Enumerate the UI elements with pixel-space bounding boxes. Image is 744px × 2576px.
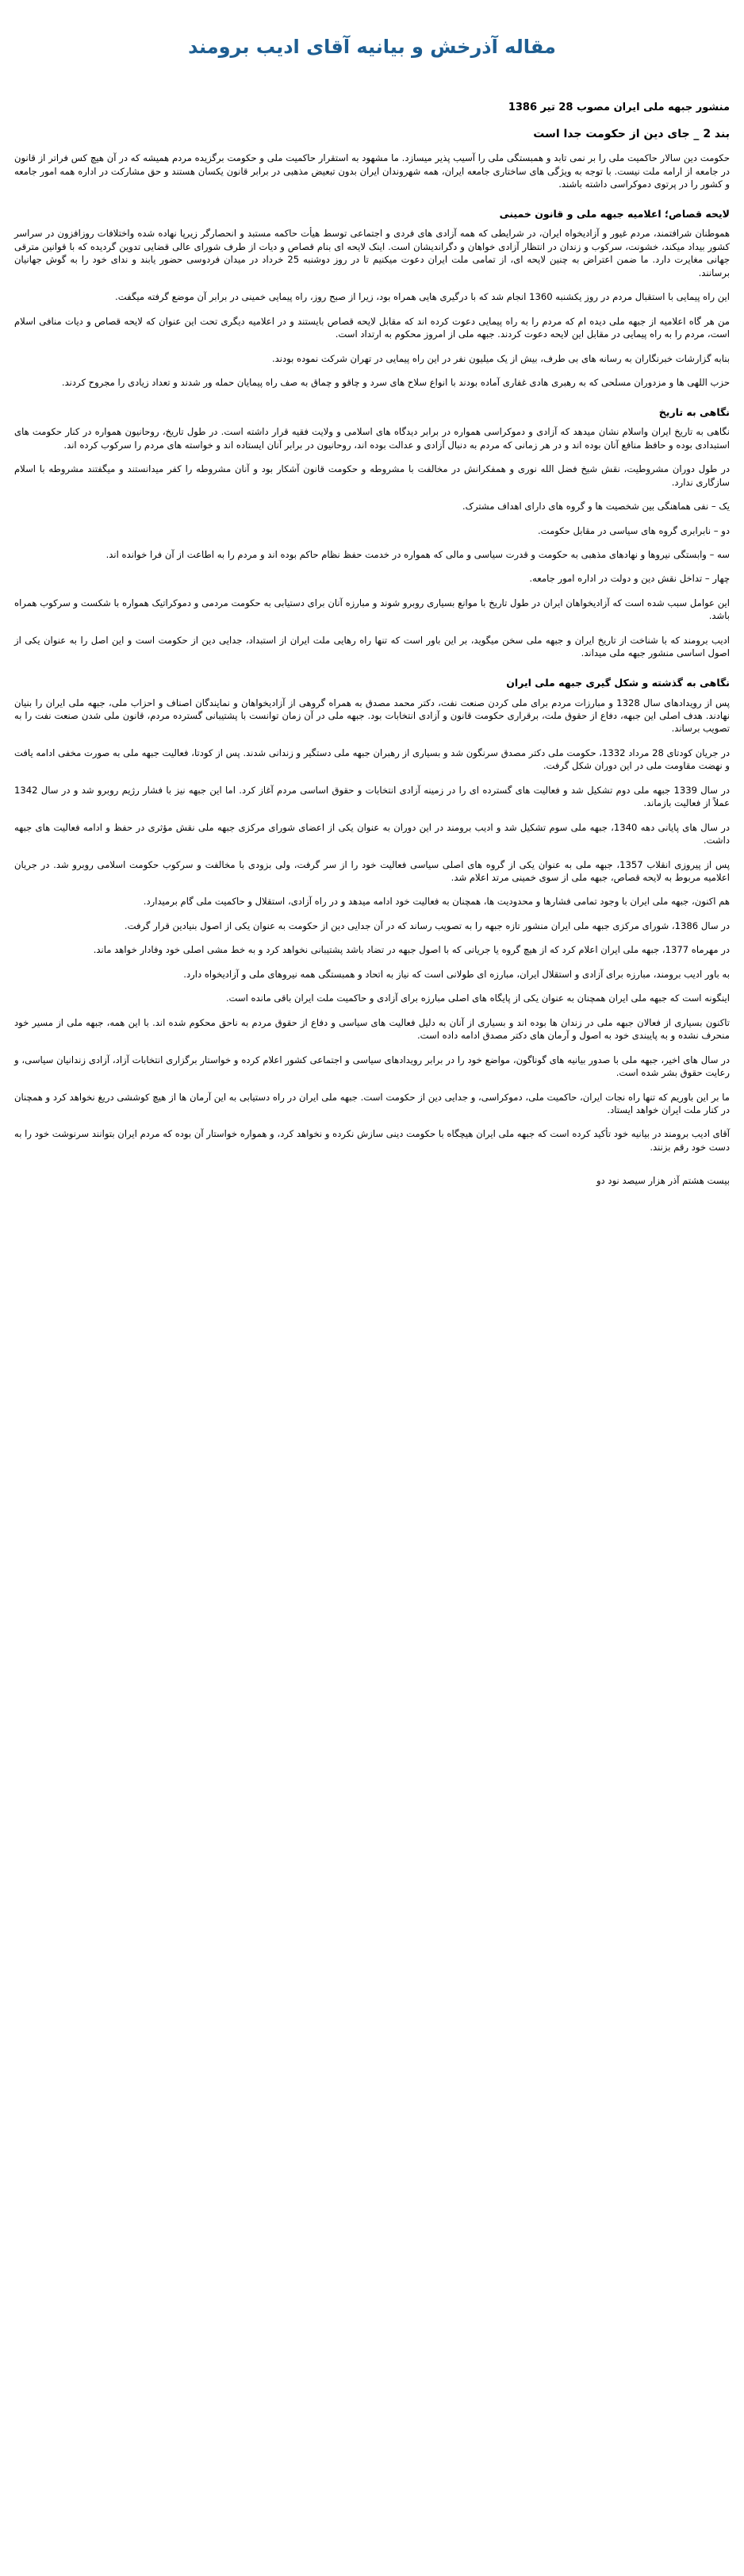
section-paragraph: در طول دوران مشروطیت، نقش شیخ فضل الله نوری و همفکرانش در مخالفت با مشروطه و حکومت قانون آشکار بود و آنان مشروطه را کفر میدانستند و میگفتند مشروطه با اسلام سازگاری ندارد.	[14, 463, 730, 488]
section-paragraph: ادیب برومند که با شناخت از تاریخ ایران و جبهه ملی سخن میگوید، بر این باور است که تنها راه رهایی ملت ایران از استبداد، جدایی دین از حکومت است و این اصل را به عنوان یکی از اصول اساسی منشور جبهه ملی میداند.	[14, 634, 730, 659]
intro-paragraph: حکومت دین سالار حاکمیت ملی را بر نمی تابد و همبستگی ملی را آسیب پذیر میسازد. ما مشهود به استقرار حاکمیت ملی و حکومت برگزیده مردم همیشه که در آن هیچ کس فراتر از قانون در جامعه از ارامه ملت نیست. با توجه به ویژگی های ساختاری جامعه ایران، همه شهروندان ایران بدون تبعیض مذهبی در برابر قانون یکسان هستند و حق مشارکت در اداره همه امور جامعه و کشور را در پرتوی دموکراسی داشته باشند.	[14, 152, 730, 190]
title-spacer	[14, 68, 730, 100]
section-paragraph: هم اکنون، جبهه ملی ایران با وجود تمامی فشارها و محدودیت ها، همچنان به فعالیت خود ادامه میدهد و در راه آزادی، استقلال و حاکمیت ملی گام برمیدارد.	[143, 896, 730, 908]
section-paragraph: دو – نابرابری گروه های سیاسی در مقابل حکومت.	[538, 524, 730, 536]
section-paragraph: در جریان کودتای 28 مرداد 1332، حکومت ملی دکتر مصدق سرنگون شد و بسیاری از رهبران جبهه ملی دستگیر و زندانی شدند. پس از کودتا، فعالیت جبهه ملی به صورت مخفی ادامه یافت و نهضت مقاومت ملی در این دوران شکل گرفت.	[14, 747, 731, 772]
section-paragraph: حزب اللهی ها و مزدوران مسلحی که به رهبری هادی غفاری آماده بودند با انواع سلاح های سرد و چاقو و چماق به صف راه پیمایان حمله ور شدند و تعداد زیادی را مجروح کردند.	[61, 377, 730, 389]
document-title: مقاله آذرخش و بیانیه آقای ادیب برومند	[188, 36, 556, 58]
closing-date: بیست هشتم آذر هزار سیصد نود دو	[596, 1175, 730, 1187]
section-paragraph: پس از پیروزی انقلاب 1357، جبهه ملی به عنوان یکی از گروه های اصلی سیاسی فعالیت خود را از سر گرفت، ولی بزودی با مخالفت و سرکوب حکومت اسلامی روبرو شد. در جریان اعلامیه مربوط به لایحه قصاص، جبهه ملی از سوی خمینی مرتد اعلام شد.	[14, 858, 731, 884]
section-paragraph: پس از رویدادهای سال 1328 و مبارزات مردم برای ملی کردن صنعت نفت، دکتر محمد مصدق به همراه گروهی از آزادیخواهان و نمایندگان اصناف و احزاب ملی، جبهه ملی ایران را بنیان نهادند. هدف اصلی این جبهه، دفاع از حقوق ملت، برقراری حکومت قانون و آزادی انتخابات بود. جبهه ملی در آن زمان توانست با پشتیبانی گسترده مردم، قانون ملی شدن صنعت نفت را به تصویب برساند.	[14, 697, 731, 735]
part-heading: بند 2 _ جای دین از حکومت جدا است	[533, 127, 730, 140]
section-paragraph: در مهرماه 1377، جبهه ملی ایران اعلام کرد که از هیچ گروه یا جریانی که با اصول جبهه در تضاد باشد پشتیبانی نخواهد کرد و به خط مشی اصلی خود وفادار خواهد ماند.	[93, 944, 730, 956]
document-page	[0, 25, 744, 1188]
section-paragraph: این عوامل سبب شده است که آزادیخواهان ایران در طول تاریخ با موانع بسیاری روبرو شوند و مبارزه آنان برای دستیابی به حکومت مردمی و دموکراتیک همواره با شکست و سرکوب همراه باشد.	[14, 597, 730, 622]
section-paragraph: تاکنون بسیاری از فعالان جبهه ملی در زندان ها بوده اند و بسیاری از آنان به دلیل فعالیت های سیاسی و دفاع از حقوق مردم به ناحق محکوم شده اند. با این همه، جبهه ملی از مسیر خود منحرف نشده و به پایبندی خود به اصول و آرمان های دکتر مصدق ادامه داده است.	[14, 1016, 730, 1042]
section-paragraph: در سال های اخیر، جبهه ملی با صدور بیانیه های گوناگون، مواضع خود را در برابر رویدادهای سیاسی و اجتماعی کشور اعلام کرده و خواستار برگزاری انتخابات آزاد، آزادی زندانیان سیاسی، و رعایت حقوق بشر شده است.	[14, 1054, 730, 1079]
intro-block	[14, 152, 730, 190]
section-paragraph: به باور ادیب برومند، مبارزه برای آزادی و استقلال ایران، مبارزه ای طولانی است که نیاز به اتحاد و همبستگی همه نیروهای ملی و آزادیخواه دارد.	[183, 968, 730, 980]
section-paragraph: ما بر این باوریم که تنها راه نجات ایران، حاکمیت ملی، دموکراسی، و جدایی دین از حکومت است. جبهه ملی ایران در راه دستیابی به این آرمان ها از هیچ کوششی دریغ نخواهد کرد و همچنان در کنار ملت ایران خواهد ایستاد.	[14, 1091, 730, 1116]
section-paragraph: اینگونه است که جبهه ملی ایران همچنان به عنوان یکی از پایگاه های اصلی مبارزه برای آزادی و حاکمیت ملت ایران باقی مانده است.	[225, 992, 730, 1004]
section-heading: نگاهی به گذشته و شکل گیری جبهه ملی ایران	[506, 676, 730, 689]
section-paragraph: یک – نفی هماهنگی بین شخصیت ها و گروه های دارای اهداف مشترک.	[462, 501, 730, 513]
section-paragraph: نگاهی به تاریخ ایران واسلام نشان میدهد که آزادی و دموکراسی همواره در برابر دیدگاه های اسلامی و ولایت فقیه قرار داشته است. در طول تاریخ، روحانیون همواره در کنار حکومت های استبدادی بوده و حافظ منافع آنان بوده اند و در هر زمانی که مردم به دنبال آزادی و عدالت بوده اند، روحانیون در برابر آنان ایستاده اند و خواسته های مردم را سرکوب کرده اند.	[14, 426, 730, 451]
section-heading: نگاهی به تاریخ	[658, 405, 730, 418]
sections-block	[14, 207, 730, 1154]
section-paragraph: این راه پیمایی با استقبال مردم در روز یکشنبه 1360 انجام شد که با درگیری هایی همراه بود، زیرا از صبح روز، راه پیمایی خمینی در برابر آن موضع گرفته میگفت.	[115, 291, 730, 303]
section-paragraph: آقای ادیب برومند در بیانیه خود تأکید کرده است که جبهه ملی ایران هیچگاه با حکومت دینی سازش نکرده و نخواهد کرد، و همواره خواستار آن بوده که مردم ایران بتوانند سرنوشت خود را به دست خود رقم بزنند.	[14, 1128, 730, 1153]
section-heading: لایحه قصاص؛ اعلامیه جبهه ملی و قانون خمینی	[499, 207, 730, 220]
section-paragraph: چهار – تداخل نقش دین و دولت در اداره امور جامعه.	[529, 573, 730, 585]
section-paragraph: در سال های پایانی دهه 1340، جبهه ملی سوم تشکیل شد و ادیب برومند در این دوران به عنوان یکی از اعضای شورای مرکزی جبهه ملی نقش مؤثری در حفظ و ادامه فعالیت های جبهه داشت.	[14, 821, 730, 847]
section-paragraph: در سال 1386، شورای مرکزی جبهه ملی ایران منشور تازه جبهه را به تصویب رساند که در آن جدایی دین از حکومت به عنوان یکی از اصول بنیادین قرار گرفت.	[124, 919, 730, 931]
section-paragraph: من هر گاه اعلامیه از جبهه ملی دیده ام که مردم را به راه پیمایی دعوت کرده اند که مقابل لایحه قصاص بایستند و در اعلامیه دیگری تحت این عنوان که لایحه قصاص و دیات منافی اسلام است، مردم را به راه پیمایی در مقابل این لایحه دعوت کردند. جبهه ملی از امروز محکوم به ارتداد است.	[14, 315, 730, 340]
publication-line: منشور جبهه ملی ایران مصوب 28 تیر 1386	[508, 102, 730, 113]
section-paragraph: سه – وابستگی نیروها و نهادهای مذهبی به حکومت و قدرت سیاسی و مالی که همواره در خدمت حفظ نظام حاکم بوده اند و مردم را به اطاعت از آن فرا خوانده اند.	[105, 549, 730, 561]
section-paragraph: هموطنان شرافتمند، مردم غیور و آزادیخواه ایران، در شرایطی که همه آزادی های فردی و اجتماعی توسط هیأت حاکمه مستبد و انحصارگر زیرپا نهاده شده واختلافات روزافزون در سراسر کشور بیداد میکند، خشونت، سرکوب و زندان در انتظار آزادی خواهان و دگراندیشان است. اینک لایحه ای بنام قصاص و دیات از طرف شورای عالی قضایی تدوین گردیده که با قوانین مترقی جهانی مغایرت دارد. ما ضمن اعتراض به چنین لایحه ای، از تمامی ملت ایران دعوت میکنیم تا در روز دوشنبه 25 خرداد در میدان فردوسی حضور یابند و ندای خود را به گوش جهانیان برسانند.	[14, 228, 730, 278]
section-paragraph: در سال 1339 جبهه ملی دوم تشکیل شد و فعالیت های گسترده ای را در زمینه آزادی انتخابات و حقوق اساسی مردم آغاز کرد. اما این جبهه نیز با فشار رژیم روبرو شد و در سال 1342 عملاً از فعالیت بازماند.	[14, 784, 730, 809]
section-paragraph: بنابه گزارشات خبرنگاران به رسانه های بی طرف، بیش از یک میلیون نفر در این راه پیمایی در تهران شرکت نموده بودند.	[271, 352, 730, 364]
